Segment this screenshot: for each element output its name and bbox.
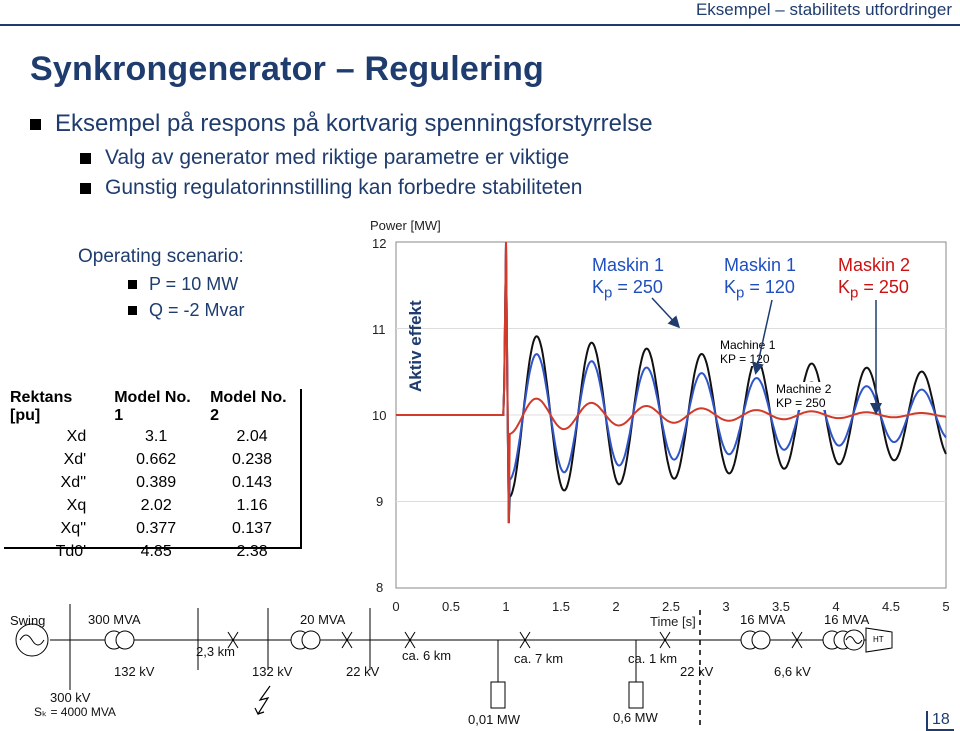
t1-rating-label: 300 MVA xyxy=(88,612,141,627)
table-row: Xq 2.02 1.16 xyxy=(66,496,268,514)
operating-heading: Operating scenario: xyxy=(78,246,244,267)
dist-7km-label: ca. 7 km xyxy=(514,651,564,666)
v132b-label: 132 kV xyxy=(252,664,293,679)
fault-lightning-icon xyxy=(255,686,270,714)
t4-rating-label: 16 MVA xyxy=(824,612,870,627)
x-tick-label: 1.5 xyxy=(551,599,571,614)
single-line-diagram xyxy=(0,590,960,729)
x-tick-label: 0 xyxy=(392,599,400,614)
x-tick-label: 0.5 xyxy=(441,599,461,614)
x-tick-label: 3.5 xyxy=(771,599,791,614)
series-label-m2-250: Maskin 2 $K_p = 250$ xyxy=(838,255,911,302)
x-tick-label: 1 xyxy=(502,599,510,614)
y-tick-label: 9 xyxy=(376,494,384,509)
dist-1km-label: ca. 1 km xyxy=(628,651,678,666)
x-tick-label: 4.5 xyxy=(881,599,901,614)
annotation-machine2: Machine 2 KP = 250 xyxy=(776,382,832,410)
v22b-label: 22 kV xyxy=(680,664,714,679)
main-bullet: Eksempel på respons på kortvarig spenningsforstyrrelse xyxy=(30,110,653,138)
x-tick-label: 5 xyxy=(942,599,950,614)
x-axis-label: Time [s] xyxy=(650,614,696,629)
page-number: 18 xyxy=(926,711,954,731)
arrow-m1-250 xyxy=(652,298,678,326)
series-label-m1-250: Maskin 1 $K_p = 250$ xyxy=(592,255,665,302)
operating-item: Q = -2 Mvar xyxy=(128,300,245,321)
dist-6km-label: ca. 6 km xyxy=(402,648,452,663)
table-row: Xd'' 0.389 0.143 xyxy=(60,473,273,491)
table-row: Td0' 4.85 2.38 xyxy=(55,542,268,560)
transformer-icon xyxy=(116,631,134,649)
x-tick-label: 3 xyxy=(722,599,730,614)
series-label-m1-120: Maskin 1 $K_p = 120$ xyxy=(724,255,797,302)
table-row: Xd' 0.662 0.238 xyxy=(63,450,273,468)
arrow-m1-120 xyxy=(756,300,772,372)
turbine-label: HT xyxy=(873,635,884,644)
slide-title: Synkrongenerator – Regulering xyxy=(30,50,545,88)
x-tick-label: 2 xyxy=(612,599,620,614)
t3-rating-label: 16 MVA xyxy=(740,612,786,627)
v22a-label: 22 kV xyxy=(346,664,380,679)
operating-item: P = 10 MW xyxy=(128,274,238,295)
t2-rating-label: 20 MVA xyxy=(300,612,346,627)
swing-label: Swing xyxy=(10,613,46,628)
table-row: Xq'' 0.377 0.137 xyxy=(60,519,273,537)
y-axis-inner-label: Aktiv effekt xyxy=(406,300,425,392)
x-tick-label: 4 xyxy=(832,599,840,614)
source-voltage-label: 300 kV xyxy=(50,690,91,705)
load-icon xyxy=(491,682,505,708)
y-tick-label: 11 xyxy=(372,322,386,337)
x-tick-label: 2.5 xyxy=(661,599,681,614)
table-header-row: Rektans [pu] Model No. 1 Model No. 2 xyxy=(10,389,287,424)
slide-topic: Eksempel – stabilitets utfordringer xyxy=(695,0,952,19)
load-icon xyxy=(629,682,643,708)
y-tick-label: 8 xyxy=(376,580,384,595)
transformer-icon xyxy=(302,631,320,649)
table-row: Xd 3.1 2.04 xyxy=(66,427,268,445)
y-unit-label: Power [MW] xyxy=(370,218,441,233)
load1-label: 0,01 MW xyxy=(468,712,521,727)
y-tick-label: 10 xyxy=(372,408,387,423)
annotation-machine1: Machine 1 KP = 120 xyxy=(720,338,776,366)
sub-bullet: Valg av generator med riktige parametre er viktige xyxy=(80,146,569,170)
sub-bullet: Gunstig regulatorinnstilling kan forbedre stabiliteten xyxy=(80,176,582,200)
load2-label: 0,6 MW xyxy=(613,710,658,725)
v66-label: 6,6 kV xyxy=(774,664,811,679)
source-sk-label: Sₖ = 4000 MVA xyxy=(34,705,116,719)
line-length-label: 2,3 km xyxy=(196,644,236,659)
v132a-label: 132 kV xyxy=(114,664,155,679)
y-tick-label: 12 xyxy=(372,236,387,251)
transformer-icon xyxy=(752,631,770,649)
